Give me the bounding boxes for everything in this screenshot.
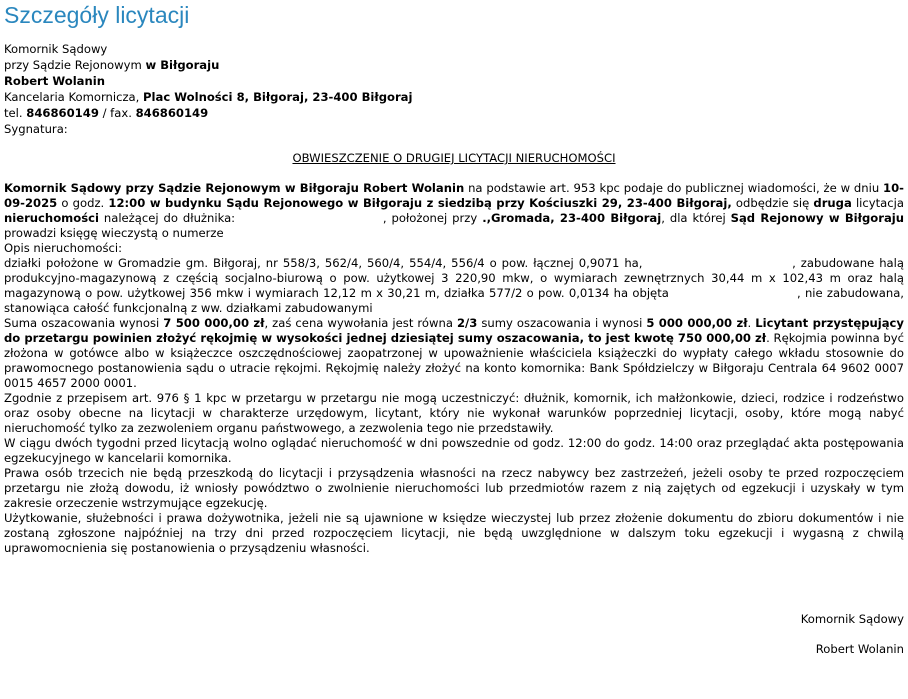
- starting-price: 5 000 000,00 zł: [646, 316, 748, 330]
- court-city: w Biłgoraju: [145, 58, 220, 72]
- signature-label: Sygnatura:: [4, 122, 68, 136]
- address: Plac Wolności 8, Biłgoraj, 23-400 Biłgoraj: [143, 90, 413, 104]
- auction-intro-paragraph: Komornik Sądowy przy Sądzie Rejonowym w Biłgoraju Robert Wolanin na podstawie art. 953 kpc podaje do publicznej wiadomości, że w dniu 10-09-2025 o godz. 12:00 w budynku Sądu Rejonowego w Biłgoraju z siedzibą przy Kościuszki 29, 23-400 Biłgoraj, odbędzie się druga licytacja nieruchomości należącej do dłużnika: , położonej przy .,Gromada, 23-400 Biłgoraj, dla której Sąd Rejonowy w Biłgoraju prowadzi księgę wieczystą o numerze: [4, 181, 904, 240]
- notice-title: OBWIESZCZENIE O DRUGIEJ LICYTACJI NIERUCHOMOŚCI: [292, 151, 616, 165]
- viewing-paragraph: W ciągu dwóch tygodni przed licytacją wolno oglądać nieruchomość w dni powszednie od godz. 12:00 do godz. 14:00 oraz przeglądać akta postępowania egzekucyjnego w kancelarii komornika.: [4, 436, 904, 465]
- bailiff-header: [4, 41, 904, 137]
- signature-name: Robert Wolanin: [815, 642, 904, 656]
- description-label: Opis nieruchomości:: [4, 241, 122, 255]
- land-register-court: Sąd Rejonowy w Biłgoraju: [730, 211, 904, 225]
- usage-rights-paragraph: Użytkowanie, służebności i prawa dożywotnika, jeżeli nie są ujawnione w księdze wieczystej lub przez złożenie dokumentu do zbioru dokumentów i nie zostaną zgłoszone najpóźniej na trzy dni przed rozpoczęciem licytacji, nie będą uwzględnione w dalszym toku egzekucji i wygasną z chwilą uprawomocnienia się postanowienia o przysądzeniu własności.: [4, 511, 904, 555]
- tel-number: 846860149: [26, 106, 99, 120]
- valuation-paragraph: Suma oszacowania wynosi 7 500 000,00 zł, zaś cena wywołania jest równa 2/3 sumy oszacowania i wynosi 5 000 000,00 zł. Licytant przystępujący do przetargu powinien złożyć rękojmię w wysokości jednej dziesiątej sumy oszacowania, to jest kwotę 750 000,00 zł. Rękojmia powinna być złożona w gotówce albo w książeczce oszczędnościowej zaopatrzonej w upoważnienie właściciela książeczki do wypłaty całego wkładu stosownie do prawomocnego postanowienia sądu o utracie rękojmi. Rękojmię należy złożyć na konto komornika: Bank Spółdzielczy w Biłgoraju Centrala 64 9602 0007 0015 4657 2000 0001.: [4, 316, 905, 390]
- auction-date: 10-09-2025: [4, 181, 904, 210]
- auction-time-place: 12:00 w budynku Sądu Rejonowego w Biłgoraju z siedzibą przy Kościuszki 29, 23-400 Biłgoraj,: [108, 196, 732, 210]
- signature-office: Komornik Sądowy: [800, 612, 904, 626]
- excluded-persons-paragraph: Zgodnie z przepisem art. 976 § 1 kpc w przetargu w przetargu nie mogą uczestniczyć: dłużnik, komornik, ich małżonkowie, dzieci, rodzice i rodzeństwo oraz osoby obecne na licytacji w charakterze urzędowym, licytant, który nie wykonał warunków poprzedniej licytacji, osoby, które mogą nabyć nieruchomość tylko za zezwoleniem organu państwowego, a zezwolenia tego nie przedstawiły.: [4, 391, 904, 435]
- court-prefix: przy Sądzie Rejonowym: [4, 58, 146, 72]
- deposit-requirement: Licytant przystępujący do przetargu powinien złożyć rękojmię w wysokości jednej dziesiątej sumy oszacowania, to jest kwotę 750 000,00 zł: [4, 316, 904, 345]
- contact-line: tel. 846860149 / fax. 846860149: [4, 106, 209, 120]
- third-party-rights-paragraph: Prawa osób trzecich nie będą przeszkodą do licytacji i przysądzenia własności na rzecz nabywcy bez zastrzeżeń, jeżeli osoby te przed rozpoczęciem przetargu nie złożą dowodu, iż wniosły powództwo o zwolnienie nieruchomości lub przedmiotów razem z nią zajętych od egzekucji i uzyskały w tym zakresie orzeczenie wstrzymujące egzekucję.: [4, 466, 904, 510]
- court-line: [4, 57, 904, 73]
- property-description: działki położone w Gromadzie gm. Biłgoraj, nr 558/3, 562/4, 560/4, 554/4, 556/4 o pow. łącznej 0,9071 ha, , zabudowane halą produkcyjno-magazynową z częścią socjalno-biurową o pow. użytkowej 3 220,90 mkw, o wymiarach zewnętrznych 30,44 m x 102,43 m oraz halą magazynową o pow. użytkowej 356 mkw i wymiarach 12,12 m x 30,21 m, działka 577/2 o pow. 0,0134 ha objęta , nie zabudowana, stanowiąca całość funkcjonalną z ww. działkami zabudowanymi: [4, 256, 908, 315]
- bailiff-name: Robert Wolanin: [4, 74, 105, 88]
- valuation-sum: 7 500 000,00 zł: [163, 316, 265, 330]
- address-line: Kancelaria Komornicza, Plac Wolności 8, Biłgoraj, 23-400 Biłgoraj: [4, 90, 413, 104]
- office-line: Komornik Sądowy: [4, 42, 108, 56]
- property-location: .,Gromada, 23-400 Biłgoraj: [482, 211, 662, 225]
- page-title: Szczegóły licytacji: [4, 2, 190, 28]
- fax-number: 846860149: [135, 106, 209, 120]
